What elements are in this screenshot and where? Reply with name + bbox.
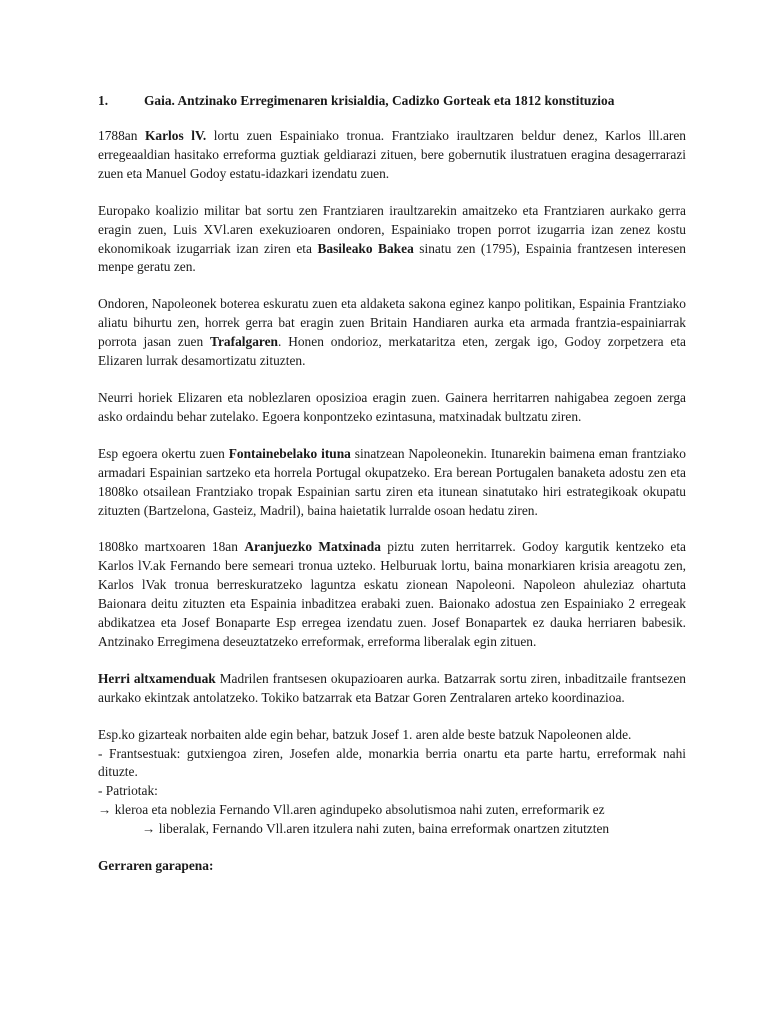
bold-term: Trafalgaren — [210, 334, 278, 350]
text: Madrilen frantsesen okupazioaren aurka. Batzarrak sortu ziren, inbaditzaile frantsezen aurkako ekintzak antolatzeko. Tokiko batzarrak eta Batzar Goren Zentralaren arteko koordinazioa. — [98, 670, 686, 705]
text: Ondoren, Napoleonek boterea eskuratu zuen eta aldaketa sakona eginez kanpo politikan, Espainia Frantziako aliatu bihurtu zen, horrek gerra bat eragin zuen Britain Handiaren aurka eta armada frantzia-espainiarrak porrota jasan zuen — [98, 296, 686, 350]
section-title: Gaia. Antzinako Erregimenaren krisialdia, Cadizko Gorteak eta 1812 konstituzioa — [144, 93, 615, 108]
paragraph-1 — [98, 127, 686, 184]
section-heading — [98, 92, 686, 110]
paragraph-8 — [98, 726, 686, 839]
document-page — [98, 92, 686, 876]
text: . Honen ondorioz, merkataritza eten, zergak igo, Godoy zorpetzera eta Elizaren lurrak desamortizatu zituzten. — [98, 334, 686, 369]
text: sinatu zen (1795), Espainia frantzesen interesen menpe geratu zen. — [98, 240, 687, 275]
paragraph-7 — [98, 670, 686, 708]
text: lortu zuen Espainiako tronua. Frantziako iraultzaren beldur denez, Karlos lll.aren erregeaaldian hasitako erreforma guztiak geldiarazi zituen, bere gobernutik ilustratuen eragina desagerrarazi zuen eta Manuel Godoy estatu-idazkari izendatu zuen. — [98, 128, 686, 181]
bold-term: Karlos lV. — [144, 128, 207, 143]
arrow-item-kleroa: → kleroa eta noblezia Fernando Vll.aren agindupeko absolutismoa nahi zuten, erreformarik ez — [98, 802, 605, 818]
bold-term: Basileako Bakea — [317, 240, 414, 256]
paragraph-2 — [98, 202, 686, 278]
text: Neurri horiek Elizaren eta noblezlaren oposizioa eragin zuen. Gainera herritarren nahigabea zegoen zerga asko ordaindu behar zutelako. Egoera konpontzeko ezintasuna, matxinadak bultzatu ziren. — [98, 389, 686, 424]
subheading: Gerraren garapena: — [98, 858, 214, 874]
list-intro: Esp.ko gizarteak norbaiten alde egin behar, batzuk Josef 1. aren alde beste batzuk Napoleonen alde. — [98, 726, 632, 742]
bold-term: Herri altxamenduak — [98, 670, 216, 686]
arrow-item-liberalak: → liberalak, Fernando Vll.aren itzulera nahi zuten, baina erreformak onartzen zitutzten — [142, 821, 610, 837]
paragraph-5 — [98, 445, 686, 521]
text: piztu zuten herritarrek. Godoy kargutik kentzeko eta Karlos lV.ak Fernando bere semeari tronua uzteko. Helburuak lortu, baina monarkiaren krisia areagotu zen, Karlos lVak tronua berreskuratzeko laguntza eskatu zionean Napoleoni. Napoleon ahuleziaz ohartuta Baionara deitu zituzten eta Espainia inbaditzea erabaki zuen. Baionako adostua zen Espainiako 2 erregeak abdikatzea eta Josef Bonaparte Esp erregea izendatu zuen. Josef Bonapartek ez dauka herriaren babesik. Antzinako Erregimena deseuztatzeko erreformak, erreforma liberalak egin zituen. — [98, 539, 686, 649]
text: 1788an — [98, 128, 145, 143]
list-item-patriotak: - Patriotak: — [98, 783, 158, 799]
text: Europako koalizio militar bat sortu zen Frantziaren iraultzarekin amaitzeko eta Frantziaren aurkako gerra eragin zuen, Luis XVl.aren exekuzioaren ondoren, Espainiako tropen porrot izugarria izan zenez kostu ekonomikoak izugarriak izan ziren eta — [98, 202, 686, 256]
bold-term: Aranjuezko Matxinada — [244, 539, 381, 555]
paragraph-3 — [98, 295, 686, 371]
paragraph-4 — [98, 389, 686, 427]
section-number: 1. — [98, 93, 109, 108]
text: sinatzean Napoleonekin. Itunarekin baimena eman frantziako armadari Espainian sartzeko eta horrela Portugal okupatzeko. Era berean Portugalen banaketa adostu zen eta 1808ko otsailean Frantziako tropak Espainian sartu ziren eta itunean sinatutako hiri estrategikoak okupatu zituzten (Bartzelona, Gasteiz, Madril), baina haietatik lurralde osoan hedatu ziren. — [98, 445, 686, 518]
list-item-frantsestuak: - Frantsestuak: gutxiengoa ziren, Josefen alde, monarkia berria onartu eta parte hartu, erreformak nahi dituzte. — [98, 745, 686, 780]
text: 1808ko martxoaren 18an — [98, 539, 245, 555]
bold-term: Fontainebelako ituna — [228, 445, 351, 461]
paragraph-6 — [98, 538, 686, 651]
text: Esp egoera okertu zuen — [98, 445, 229, 461]
